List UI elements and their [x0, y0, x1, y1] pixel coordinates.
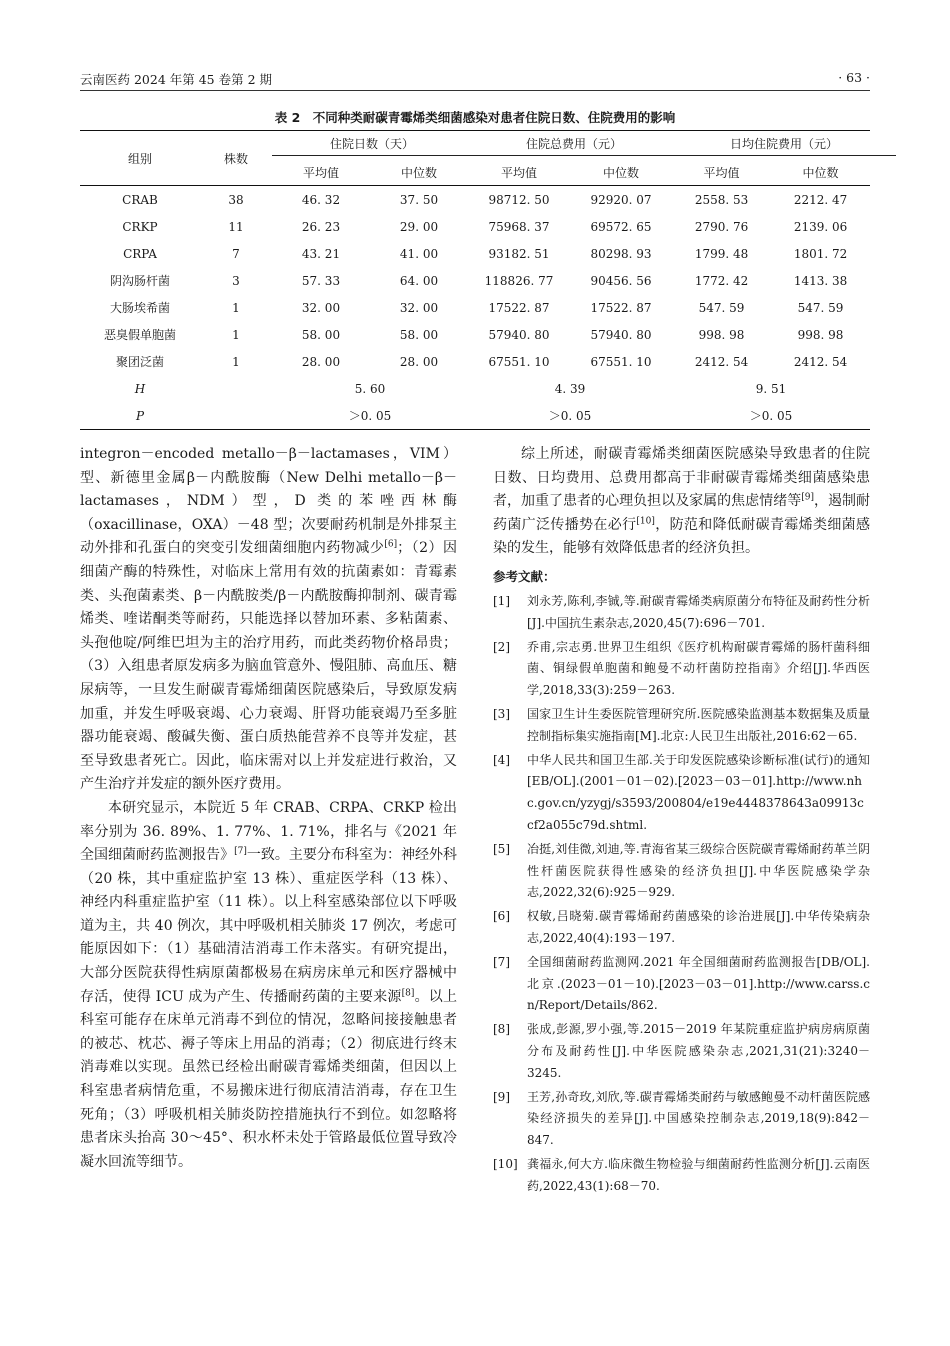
cell: 32. 00 [399, 300, 439, 315]
cell: 92920. 07 [590, 192, 652, 207]
cell: 998. 98 [797, 327, 844, 342]
header-mean: 平均值 [272, 159, 370, 186]
citation: [10] [636, 516, 655, 527]
cell: 57940. 80 [590, 327, 652, 342]
text: ，遏制耐药菌广泛传播势在必行 [493, 493, 871, 533]
table-row [80, 348, 870, 375]
cell: 2412. 54 [793, 354, 848, 369]
reference-text: 国家卫生计生委医院管理研究所.医院感染监测基本数据集及质量控制指标集实施指南[M].北京:人民卫生出版社,2016:62－65. [527, 706, 870, 743]
data-table [80, 130, 870, 430]
cell: 58. 00 [301, 327, 341, 342]
running-head [80, 68, 870, 91]
paragraph [80, 443, 457, 797]
cell: 11 [228, 219, 244, 234]
reference-number: [7] [493, 954, 510, 969]
cell: 17522. 87 [488, 300, 550, 315]
reference-list [493, 591, 870, 1198]
text: 一致。主要分布科室为：神经外科（20 株，其中重症监护室 13 株）、重症医学科（13 株）、神经内科重症监护室（11 株）。以上科室感染部位以下呼吸道为主，共 40 例次，其中呼吸机相关肺炎 17 例次，考虑可能原因如下：（1）基础清洁消毒工作未落实。有研究提出，大部分医院获得性病原菌都极易在病房床单元和医疗器械中存活，使得 ICU 成为产生、传播耐药菌的主要来源 [80, 847, 458, 1005]
cell: 1801. 72 [793, 246, 848, 261]
cell: 1799. 48 [694, 246, 749, 261]
citation: [9] [801, 492, 814, 503]
reference-item [493, 704, 870, 748]
header-daily-label: 日均住院费用（元） [672, 135, 896, 156]
stat-label: H [134, 381, 146, 396]
cell: 聚团泛菌 [115, 355, 164, 369]
cell: 26. 23 [301, 219, 341, 234]
cell: 57. 33 [301, 273, 341, 288]
cell: 2212. 47 [793, 192, 848, 207]
header-days-label: 住院日数（天） [272, 135, 472, 156]
stat-value: ＞0. 05 [272, 402, 468, 430]
right-column [493, 443, 870, 1199]
cell: 1 [232, 327, 240, 342]
stat-value: 5. 60 [354, 381, 386, 396]
header-daily [672, 131, 870, 160]
stat-value: 9. 51 [755, 381, 787, 396]
cell: 41. 00 [399, 246, 439, 261]
reference-text: 乔甫,宗志勇.世界卫生组织《医疗机构耐碳青霉烯的肠杆菌科细菌、铜绿假单胞菌和鲍曼不动杆菌防控指南》介绍[J].华西医学,2018,33(3):259－263. [527, 639, 870, 698]
reference-text: 王芳,孙奇玫,刘欣,等.碳青霉烯类耐药与敏感鲍曼不动杆菌医院感染经济损失的差异[J].中国感染控制杂志,2019,18(9):842－847. [527, 1089, 870, 1148]
header-total-label: 住院总费用（元） [468, 135, 680, 156]
reference-item [493, 839, 870, 904]
table-row [80, 321, 870, 348]
stat-value: 4. 39 [554, 381, 586, 396]
cell: 2790. 76 [694, 219, 749, 234]
reference-number: [9] [493, 1089, 510, 1104]
reference-number: [4] [493, 752, 510, 767]
cell: 1 [232, 300, 240, 315]
reference-text: 刘永芳,陈利,李铖,等.耐碳青霉烯类病原菌分布特征及耐药性分析[J].中国抗生素杂志,2020,45(7):696－701. [527, 593, 870, 630]
cell: 7 [232, 246, 240, 261]
cell: 57940. 80 [488, 327, 550, 342]
reference-item [493, 1154, 870, 1198]
header-mean: 平均值 [468, 159, 570, 186]
header-median: 中位数 [570, 159, 672, 186]
cell: 32. 00 [301, 300, 341, 315]
reference-item [493, 952, 870, 1017]
paragraph [493, 443, 870, 561]
header-group: 组别 [80, 131, 200, 186]
left-column [80, 443, 457, 1174]
cell: 37. 50 [399, 192, 439, 207]
reference-text: 中华人民共和国卫生部.关于印发医院感染诊断标准(试行)的通知[EB/OL].(2001－01－02).[2023－03－01].http://www.nhc.gov.cn/yzygj/s3593/200804/e19e4448378643a09913ccf2a055c79d.shtml. [527, 752, 870, 832]
cell: 2412. 54 [694, 354, 749, 369]
cell: 43. 21 [301, 246, 341, 261]
reference-number: [3] [493, 706, 510, 721]
cell: 80298. 93 [590, 246, 652, 261]
cell: 118826. 77 [484, 273, 554, 288]
cell: 28. 00 [301, 354, 341, 369]
paragraph [80, 797, 457, 1175]
cell: 2139. 06 [793, 219, 848, 234]
reference-text: 龚福永,何大方.临床微生物检验与细菌耐药性监测分析[J].云南医药,2022,43(1):68－70. [527, 1156, 870, 1193]
reference-item [493, 1087, 870, 1152]
reference-text: 全国细菌耐药监测网.2021 年全国细菌耐药监测报告[DB/OL].北京.(2023－01－10).[2023－03－01].http://www.carss.cn/Report/Details/862. [527, 954, 870, 1013]
citation: [6] [384, 539, 398, 550]
reference-number: [8] [493, 1022, 510, 1037]
journal-title: 云南医药 2024 年第 45 卷第 2 期 [80, 72, 273, 87]
text: 。以上科室可能存在床单元消毒不到位的情况，忽略间接接触患者的被芯、枕芯、褥子等床上用品的消毒；（2）彻底进行终末消毒难以实现。虽然已经检出耐碳青霉烯类细菌，但因以上科室患者病情危重，不易搬床进行彻底清洁消毒，存在卫生死角；（3）呼吸机相关肺炎防控措施执行不到位。如忽略将患者床头抬高 30～45°、积水杯未处于管路最低位置导致冷凝水回流等细节。 [80, 988, 457, 1170]
cell: 17522. 87 [590, 300, 652, 315]
reference-item [493, 1019, 870, 1084]
citation: [8] [401, 988, 415, 998]
text: ；（2）因细菌产酶的特殊性，对临床上常用有效的抗菌素如：青霉素类、头孢菌素类、β－内酰胺类/β－内酰胺酶抑制剂、碳青霉烯类、喹诺酮类等耐药，只能选择以替加环素、多粘菌素、头孢他啶/阿维巴坦为主的治疗用药，而此类药物价格昂贵；（3）入组患者原发病多为脑血管意外、慢阻肺、高血压、糖尿病等，一旦发生耐碳青霉烯细菌医院感染后，导致原发病加重，并发生呼吸衰竭、心力衰竭、肝肾功能衰竭乃至多脏器功能衰竭、酸碱失衡、蛋白质热能营养不良等并发症，甚至导致患者死亡。因此，临床需对以上并发症进行救治，又产生治疗并发症的额外医疗费用。 [80, 540, 457, 793]
header-median: 中位数 [771, 159, 870, 186]
cell: 75968. 37 [488, 219, 550, 234]
cell: 38 [228, 192, 244, 207]
cell: 3 [232, 273, 240, 288]
cell: 64. 00 [399, 273, 439, 288]
cell: 547. 59 [797, 300, 844, 315]
text: 本研究显示，本院近 5 年 CRAB、CRPA、CRKP 检出率分别为 36. 89%、1. 77%、1. 71%，排名与《2021 年全国细菌耐药监测报告》 [80, 799, 457, 864]
reference-item [493, 750, 870, 837]
cell: 1413. 38 [793, 273, 848, 288]
reference-number: [6] [493, 909, 510, 924]
cell: 2558. 53 [694, 192, 749, 207]
text: 综上所述，耐碳青霉烯类细菌医院感染导致患者的住院日数、日均费用、总费用都高于非耐碳青霉烯类细菌感染患者，加重了患者的心理负担以及家属的焦虑情绪等 [493, 446, 870, 510]
cell: CRAB [122, 192, 158, 207]
text: integron－encoded metallo－β－lactamases，VIM）型、新德里金属β－内酰胺酶（New Delhi metallo－β－lactamases，NDM）型，D 类的苯唑西林酶（oxacillinase，OXA）－48 型；次要耐药机制是外排泵主动外排和孔蛋白的突变引发细菌细胞内药物减少 [80, 446, 457, 557]
reference-number: [10] [493, 1156, 518, 1171]
page-number: · 63 · [838, 70, 870, 85]
cell: 29. 00 [399, 219, 439, 234]
header-mean: 平均值 [672, 159, 771, 186]
cell: CRPA [123, 246, 157, 261]
cell: 58. 00 [399, 327, 439, 342]
stat-label: P [80, 402, 200, 430]
cell: 67551. 10 [488, 354, 550, 369]
cell: CRKP [122, 219, 158, 234]
table-row [80, 186, 870, 214]
header-total [468, 131, 672, 160]
stat-row-p [80, 402, 870, 430]
header-count: 株数 [200, 131, 272, 186]
stat-value: ＞0. 05 [672, 402, 870, 430]
table-row [80, 294, 870, 321]
reference-item [493, 906, 870, 950]
cell: 998. 98 [698, 327, 745, 342]
cell: 46. 32 [301, 192, 341, 207]
reference-number: [2] [493, 639, 510, 654]
citation: [7] [234, 846, 247, 857]
references-heading: 参考文献： [493, 568, 556, 584]
stat-value: ＞0. 05 [468, 402, 672, 430]
cell: 阴沟肠杆菌 [109, 274, 170, 288]
reference-text: 冶挺,刘佳微,刘迪,等.青海省某三级综合医院碳青霉烯耐药革兰阴性杆菌医院获得性感染的经济负担[J].中华医院感染学杂志,2022,32(6):925－929. [527, 841, 870, 900]
table-row [80, 267, 870, 294]
cell: 98712. 50 [488, 192, 550, 207]
stat-row-h [80, 375, 870, 402]
cell: 1 [232, 354, 240, 369]
cell: 69572. 65 [590, 219, 652, 234]
cell: 547. 59 [698, 300, 745, 315]
cell: 1772. 42 [694, 273, 749, 288]
reference-number: [1] [493, 593, 510, 608]
header-days [272, 131, 468, 160]
text: ，防范和降低耐碳青霉烯类细菌感染的发生，能够有效降低患者的经济负担。 [493, 516, 870, 557]
table-row [80, 213, 870, 240]
reference-item [493, 591, 870, 635]
cell: 90456. 56 [590, 273, 652, 288]
reference-text: 权敏,吕晓菊.碳青霉烯耐药菌感染的诊治进展[J].中华传染病杂志,2022,40(4):193－197. [527, 909, 870, 945]
cell: 67551. 10 [590, 354, 652, 369]
header-median: 中位数 [370, 159, 468, 186]
cell: 93182. 51 [488, 246, 550, 261]
cell: 大肠埃希菌 [109, 301, 170, 315]
cell: 恶臭假单胞菌 [103, 328, 176, 342]
reference-text: 张成,彭源,罗小强,等.2015－2019 年某院重症监护病房病原菌分布及耐药性[J].中华医院感染杂志,2021,31(21):3240－3245. [527, 1022, 870, 1080]
reference-number: [5] [493, 841, 510, 856]
table-row [80, 240, 870, 267]
table-caption: 表 2 不同种类耐碳青霉烯类细菌感染对患者住院日数、住院费用的影响 [274, 110, 676, 125]
cell: 28. 00 [399, 354, 439, 369]
reference-item [493, 637, 870, 702]
